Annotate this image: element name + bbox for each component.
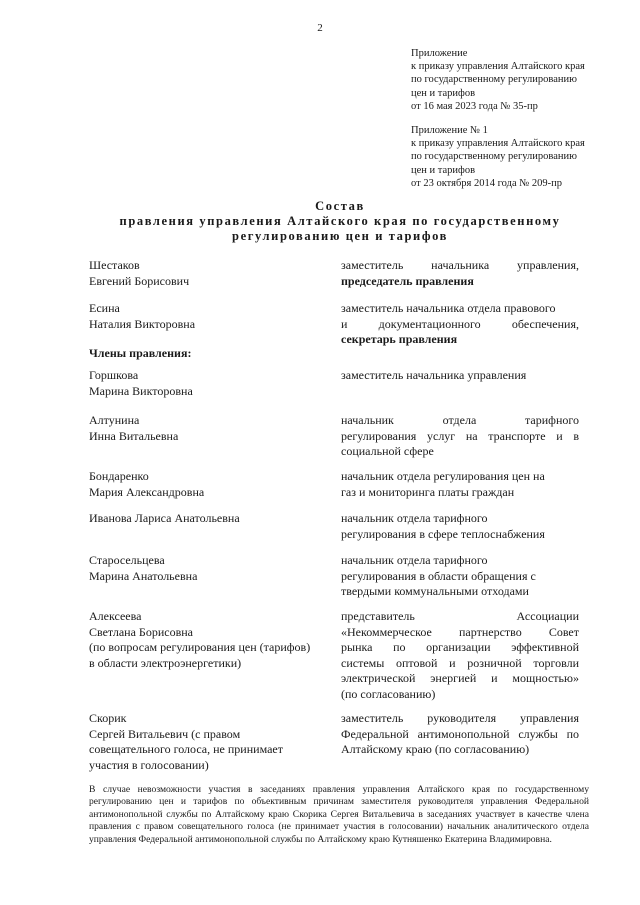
- member-position: [341, 511, 579, 542]
- footnote: В случае невозможности участия в заседаниях правления управления Алтайского края по государственному регулированию цен и тарифов по объективным причинам заместителя руководителя управления Федеральной антимонопольной службы по Алтайскому краю Скорика Сергея Витальевича в заседаниях участвует в качестве члена правления с правом совещательного голоса (не принимает участия в голосовании) начальник аналитического отдела управления Федеральной антимонопольной службы по Алтайскому краю Кутняшенко Екатерина Владимировна.: [89, 784, 589, 845]
- appendix-header-original: [411, 124, 626, 190]
- position-line: твердыми коммунальными отходами: [341, 584, 529, 598]
- position-line: регулирования услуг на транспорте и в: [341, 428, 579, 443]
- member-position: [341, 469, 579, 500]
- member-name: [89, 368, 341, 399]
- name-line: Скорик: [89, 711, 127, 725]
- position-line: начальник отдела тарифного: [341, 511, 488, 525]
- position-line: заместитель начальника отдела правового: [341, 301, 556, 315]
- board-role: председатель правления: [341, 273, 474, 288]
- appendix-line: по государственному регулированию: [411, 74, 577, 86]
- name-line: Марина Анатольевна: [89, 568, 198, 583]
- appendix-line: к приказу управления Алтайского края: [411, 138, 585, 150]
- heading-line: правления управления Алтайского края по государственному: [119, 214, 561, 228]
- position-line: Федеральной антимонопольной службы по: [341, 726, 579, 741]
- name-line: Иванова Лариса Анатольевна: [89, 511, 240, 525]
- member-name: [89, 413, 341, 444]
- position-line: регулирования в области обращения с: [341, 568, 536, 583]
- appendix-date: от 23 октября 2014 года № 209-пр: [411, 177, 562, 189]
- name-line: (по вопросам регулирования цен (тарифов): [89, 640, 311, 654]
- position-line: Алтайскому краю (по согласованию): [341, 742, 530, 756]
- member-name: [89, 511, 341, 527]
- appendix-line: цен и тарифов: [411, 87, 476, 99]
- surname: Есина: [89, 301, 120, 315]
- document-heading: [80, 199, 600, 244]
- member-position: [341, 413, 579, 460]
- member-position: [341, 553, 579, 600]
- position-line: заместитель начальника управления,: [341, 258, 579, 272]
- name-line: Светлана Борисовна: [89, 624, 193, 639]
- name-line: Инна Витальевна: [89, 428, 179, 443]
- position-line: газ и мониторинга платы граждан: [341, 484, 515, 499]
- member-position: [341, 368, 579, 384]
- position-line: заместитель начальника управления: [341, 368, 527, 382]
- name-line: Марина Викторовна: [89, 383, 193, 398]
- appendix-line: к приказу управления Алтайского края: [411, 61, 585, 73]
- position-line: регулирования в сфере теплоснабжения: [341, 526, 545, 541]
- given-name: Евгений Борисович: [89, 273, 190, 288]
- name-line: Алтунина: [89, 413, 140, 427]
- appendix-line: по государственному регулированию: [411, 151, 577, 163]
- member-name: [89, 469, 341, 500]
- heading-line: регулированию цен и тарифов: [232, 229, 448, 243]
- name-line: Бондаренко: [89, 469, 149, 483]
- position-line: электрической энергией и мощностью»: [341, 671, 579, 685]
- name-line: Мария Александровна: [89, 484, 205, 499]
- appendix-line: цен и тарифов: [411, 164, 476, 176]
- name-line: в области электроэнергетики): [89, 655, 242, 670]
- members-label: Члены правления:: [89, 346, 192, 360]
- appendix-line: Приложение № 1: [411, 125, 488, 136]
- appendix-date: от 16 мая 2023 года № 35-пр: [411, 100, 538, 112]
- surname: Шестаков: [89, 258, 140, 272]
- appendix-header-current: [411, 47, 626, 113]
- name-line: Старосельцева: [89, 553, 165, 567]
- position-line: (по согласованию): [341, 686, 436, 701]
- position-line: начальник отдела тарифного: [341, 553, 488, 567]
- appendix-line: Приложение: [411, 48, 468, 59]
- position-line: рынка по организации эффективной: [341, 640, 579, 654]
- member-position: [341, 711, 579, 758]
- page-number: 2: [317, 22, 323, 34]
- member-name: [89, 553, 341, 584]
- position-line: и документационного обеспечения,: [341, 316, 579, 331]
- position-line: представитель Ассоциации: [341, 609, 579, 623]
- name-line: Алексеева: [89, 609, 142, 623]
- position-line: заместитель руководителя управления: [341, 711, 579, 725]
- member-name: [89, 711, 341, 773]
- chair-position: [341, 258, 579, 289]
- board-role: секретарь правления: [341, 332, 458, 346]
- position-line: «Некоммерческое партнерство Совет: [341, 624, 579, 639]
- position-line: начальник отдела регулирования цен на: [341, 469, 545, 483]
- name-line: Сергей Витальевич (с правом: [89, 726, 241, 741]
- chair-name: [89, 258, 341, 289]
- position-line: социальной сфере: [341, 444, 434, 458]
- heading-title: Состав: [315, 199, 365, 213]
- member-position: [341, 609, 579, 702]
- name-line: Горшкова: [89, 368, 139, 382]
- position-line: начальник отдела тарифного: [341, 413, 579, 427]
- position-line: системы оптовой и розничной торговли: [341, 655, 579, 670]
- member-name: [89, 609, 341, 671]
- name-line: совещательного голоса, не принимает: [89, 742, 283, 756]
- name-line: участия в голосовании): [89, 757, 209, 772]
- secretary-position: [341, 301, 579, 348]
- given-name: Наталия Викторовна: [89, 316, 196, 331]
- secretary-name: [89, 301, 341, 332]
